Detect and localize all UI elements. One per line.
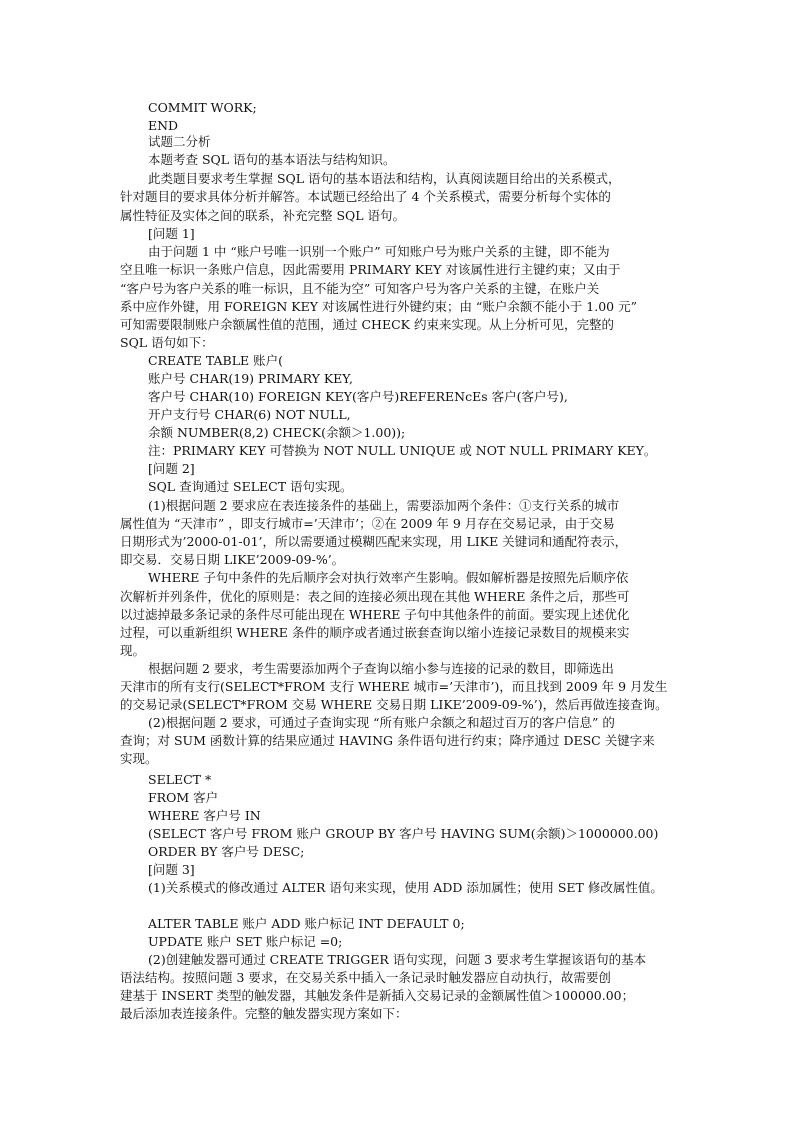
text-line: 即交易．交易日期 LIKE’2009-09-%’。 — [120, 552, 345, 567]
code-line: WHERE 客户号 IN — [148, 808, 261, 823]
text-line: END — [148, 118, 179, 133]
text-line: “客户号为客户关系的唯一标识，且不能为空” 可知客户号为客户关系的主键，在账户关 — [120, 281, 600, 296]
text-line: COMMIT WORK; — [148, 100, 257, 115]
code-line: 客户号 CHAR(10) FOREIGN KEY(客户号)REFERENcEs 客户(客户号), — [148, 389, 568, 404]
question-label: [问题 2] — [148, 461, 195, 476]
text-line: WHERE 子句中条件的先后顺序会对执行效率产生影响。假如解析器是按照先后顺序依 — [148, 570, 629, 585]
text-line: 系中应作外键，用 FOREIGN KEY 对该属性进行外键约束；由 “账户余额不能小于 1.00 元” — [120, 299, 637, 314]
text-line: (2)创建触发器可通过 CREATE TRIGGER 语句实现，问题 3 要求考生掌握该语句的基本 — [148, 952, 647, 967]
text-line: 最后添加表连接条件。完整的触发器实现方案如下： — [120, 1006, 408, 1021]
text-line: (2)根据问题 2 要求，可通过子查询实现 “所有账户余额之和超过百万的客户信息” 的 — [148, 715, 615, 730]
text-line: 日期形式为’2000-01-01’，所以需要通过模糊匹配来实现，用 LIKE 关键词和通配符表示， — [120, 534, 628, 549]
text-line: 根据问题 2 要求，考生需要添加两个子查询以缩小参与连接的记录的数目，即筛选出 — [148, 661, 614, 676]
text-line: 查询；对 SUM 函数计算的结果应通过 HAVING 条件语句进行约束；降序通过 DESC 关键字来 — [120, 733, 655, 748]
text-line: (1)根据问题 2 要求应在表连接条件的基础上，需要添加两个条件：①支行关系的城市 — [148, 498, 620, 513]
text-line: 过程，可以重新组织 WHERE 条件的顺序或者通过嵌套查询以缩小连接记录数目的规模来实 — [120, 625, 630, 640]
text-line: 针对题目的要求具体分析并解答。本试题已经给出了 4 个关系模式，需要分析每个实体的 — [120, 189, 611, 204]
text-line: 空且唯一标识一条账户信息，因此需要用 PRIMARY KEY 对该属性进行主键约束；又由于 — [120, 262, 621, 277]
code-line: UPDATE 账户 SET 账户标记 =0; — [148, 934, 343, 949]
code-line: FROM 客户 — [148, 790, 219, 805]
question-label: [问题 1] — [148, 226, 195, 241]
text-line: (1)关系模式的修改通过 ALTER 语句来实现，使用 ADD 添加属性；使用 SET 修改属性值。 — [148, 880, 663, 895]
text-line: 属性特征及实体之间的联系，补充完整 SQL 语句。 — [120, 208, 406, 223]
code-line: 账户号 CHAR(19) PRIMARY KEY, — [148, 371, 353, 386]
code-line: CREATE TABLE 账户( — [148, 353, 284, 368]
text-line: SQL 查询通过 SELECT 语句实现。 — [148, 479, 353, 494]
text-line: 实现。 — [120, 751, 158, 766]
text-line: SQL 语句如下： — [120, 335, 214, 350]
text-line: 次解析并列条件，优化的原则是：表之间的连接必须出现在其他 WHERE 条件之后，那些可 — [120, 589, 630, 604]
note-line: 注：PRIMARY KEY 可替换为 NOT NULL UNIQUE 或 NOT NULL PRIMARY KEY。 — [148, 443, 657, 458]
code-line: ALTER TABLE 账户 ADD 账户标记 INT DEFAULT 0; — [148, 916, 465, 931]
text-line: 可知需要限制账户余额属性值的范围，通过 CHECK 约束来实现。从上分析可见，完整的 — [120, 317, 614, 332]
code-line: (SELECT 客户号 FROM 账户 GROUP BY 客户号 HAVING SUM(余额)＞1000000.00) — [148, 826, 659, 841]
question-label: [问题 3] — [148, 862, 195, 877]
text-line: 建基于 INSERT 类型的触发器，其触发条件是新插入交易记录的金额属性值＞100000.00； — [120, 988, 635, 1003]
text-line: 此类题目要求考生掌握 SQL 语句的基本语法和结构，认真阅读题目给出的关系模式， — [148, 171, 621, 186]
code-line: 开户支行号 CHAR(6) NOT NULL, — [148, 407, 351, 422]
code-line: ORDER BY 客户号 DESC; — [148, 844, 305, 859]
text-line: 的交易记录(SELECT*FROM 交易 WHERE 交易日期 LIKE’2009-09-%’)，然后再做连接查询。 — [120, 697, 668, 712]
text-line: 属性值为 “天津市” ，即支行城市=’天津市’；②在 2009 年 9 月存在交易记录，由于交易 — [120, 516, 615, 531]
code-line: SELECT * — [148, 772, 212, 787]
text-line: 本题考查 SQL 语句的基本语法与结构知识。 — [148, 152, 396, 167]
text-line: 现。 — [120, 643, 146, 658]
text-line: 以过滤掉最多条记录的条件尽可能出现在 WHERE 子句中其他条件的前面。要实现上述优化 — [120, 607, 630, 622]
section-heading: 试题二分析 — [148, 134, 211, 149]
text-line: 语法结构。按照问题 3 要求，在交易关系中插入一条记录时触发器应自动执行，故需要创 — [120, 970, 611, 985]
text-line: 天津市的所有支行(SELECT*FROM 支行 WHERE 城市=’天津市’)，而且找到 2009 年 9 月发生 — [120, 679, 668, 694]
text-line: 由于问题 1 中 “账户号唯一识别一个账户” 可知账户号为账户关系的主键，即不能为 — [148, 244, 610, 259]
code-line: 余额 NUMBER(8,2) CHECK(余额＞1.00)); — [148, 425, 406, 440]
